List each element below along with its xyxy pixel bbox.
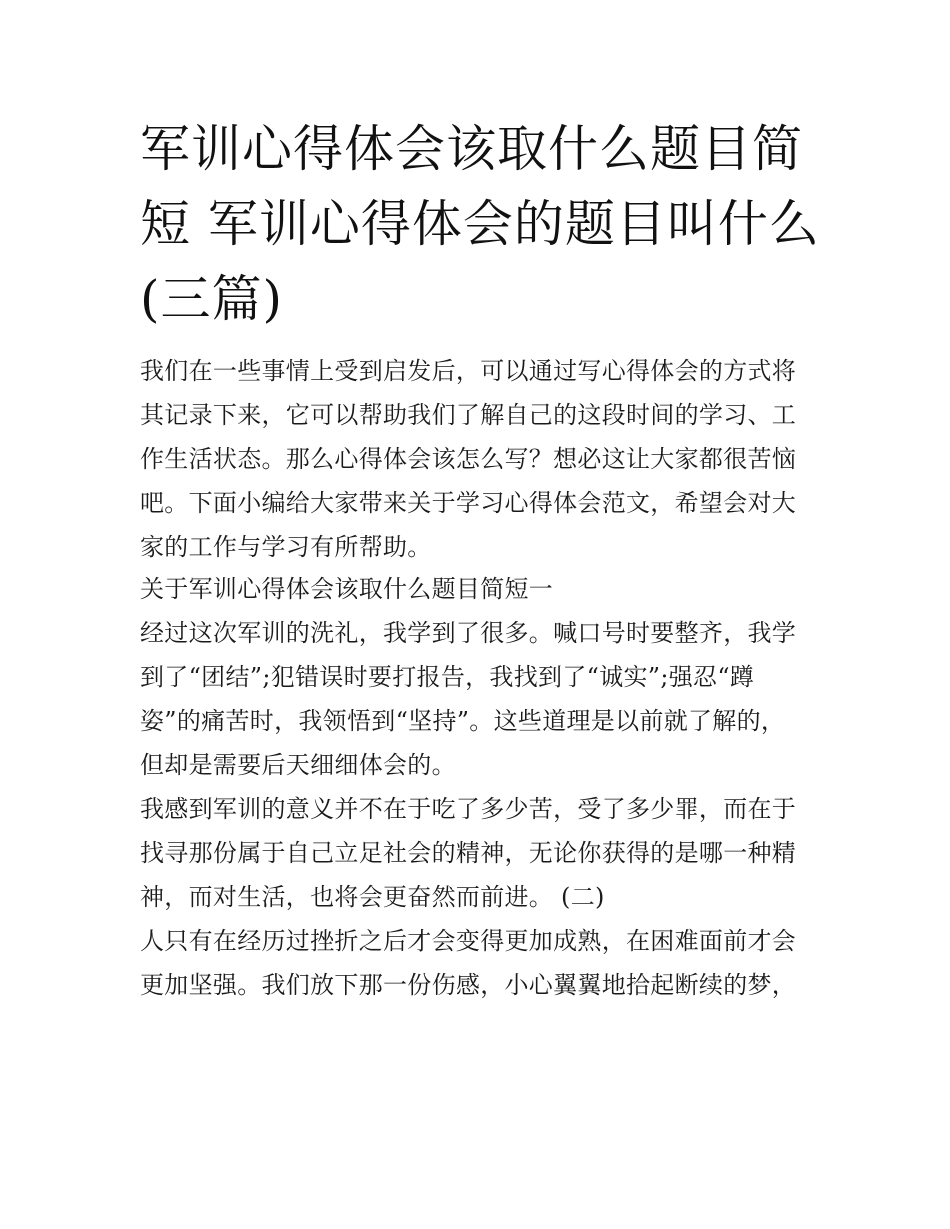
text-line: 神，而对生活，也将会更奋然而前进。 (二) bbox=[140, 883, 605, 911]
text-line: 作生活状态。那么心得体会该怎么写？想必这让大家都很苦恼 bbox=[140, 445, 797, 473]
text-line: 其记录下来，它可以帮助我们了解自己的这段时间的学习、工 bbox=[140, 401, 797, 429]
text-line: 关于军训心得体会该取什么题目简短一 bbox=[140, 575, 554, 603]
text-line: 我们在一些事情上受到启发后，可以通过写心得体会的方式将 bbox=[140, 357, 797, 385]
text-line: 更加坚强。我们放下那一份伤感，小心翼翼地拾起断续的梦， bbox=[140, 971, 797, 999]
text-line: 家的工作与学习有所帮助。 bbox=[140, 533, 432, 561]
text-line: 人只有在经历过挫折之后才会变得更加成熟，在困难面前才会 bbox=[140, 927, 797, 955]
title-line: 短 军训心得体会的题目叫什么 bbox=[140, 195, 820, 253]
text-line: 到了“团结”;犯错误时要打报告，我找到了“诚实”;强忍“蹲 bbox=[140, 663, 755, 691]
text-line: 经过这次军训的洗礼，我学到了很多。喊口号时要整齐，我学 bbox=[140, 619, 797, 647]
text-line: 吧。下面小编给大家带来关于学习心得体会范文，希望会对大 bbox=[140, 489, 797, 517]
text-line: 我感到军训的意义并不在于吃了多少苦，受了多少罪，而在于 bbox=[140, 795, 797, 823]
section-heading bbox=[140, 569, 812, 609]
body-paragraph bbox=[140, 787, 812, 919]
document-content bbox=[140, 112, 820, 1007]
text-line: 找寻那份属于自己立足社会的精神，无论你获得的是哪一种精 bbox=[140, 839, 797, 867]
title-line: 军训心得体会该取什么题目简 bbox=[140, 120, 803, 178]
document-title bbox=[140, 112, 820, 337]
document-body bbox=[140, 349, 812, 1007]
body-paragraph bbox=[140, 611, 812, 787]
text-line: 但却是需要后天细细体会的。 bbox=[140, 751, 456, 779]
intro-paragraph bbox=[140, 349, 812, 569]
title-line: (三篇) bbox=[140, 270, 284, 328]
text-line: 姿”的痛苦时，我领悟到“坚持”。这些道理是以前就了解的， bbox=[140, 707, 786, 735]
body-paragraph bbox=[140, 919, 812, 1007]
